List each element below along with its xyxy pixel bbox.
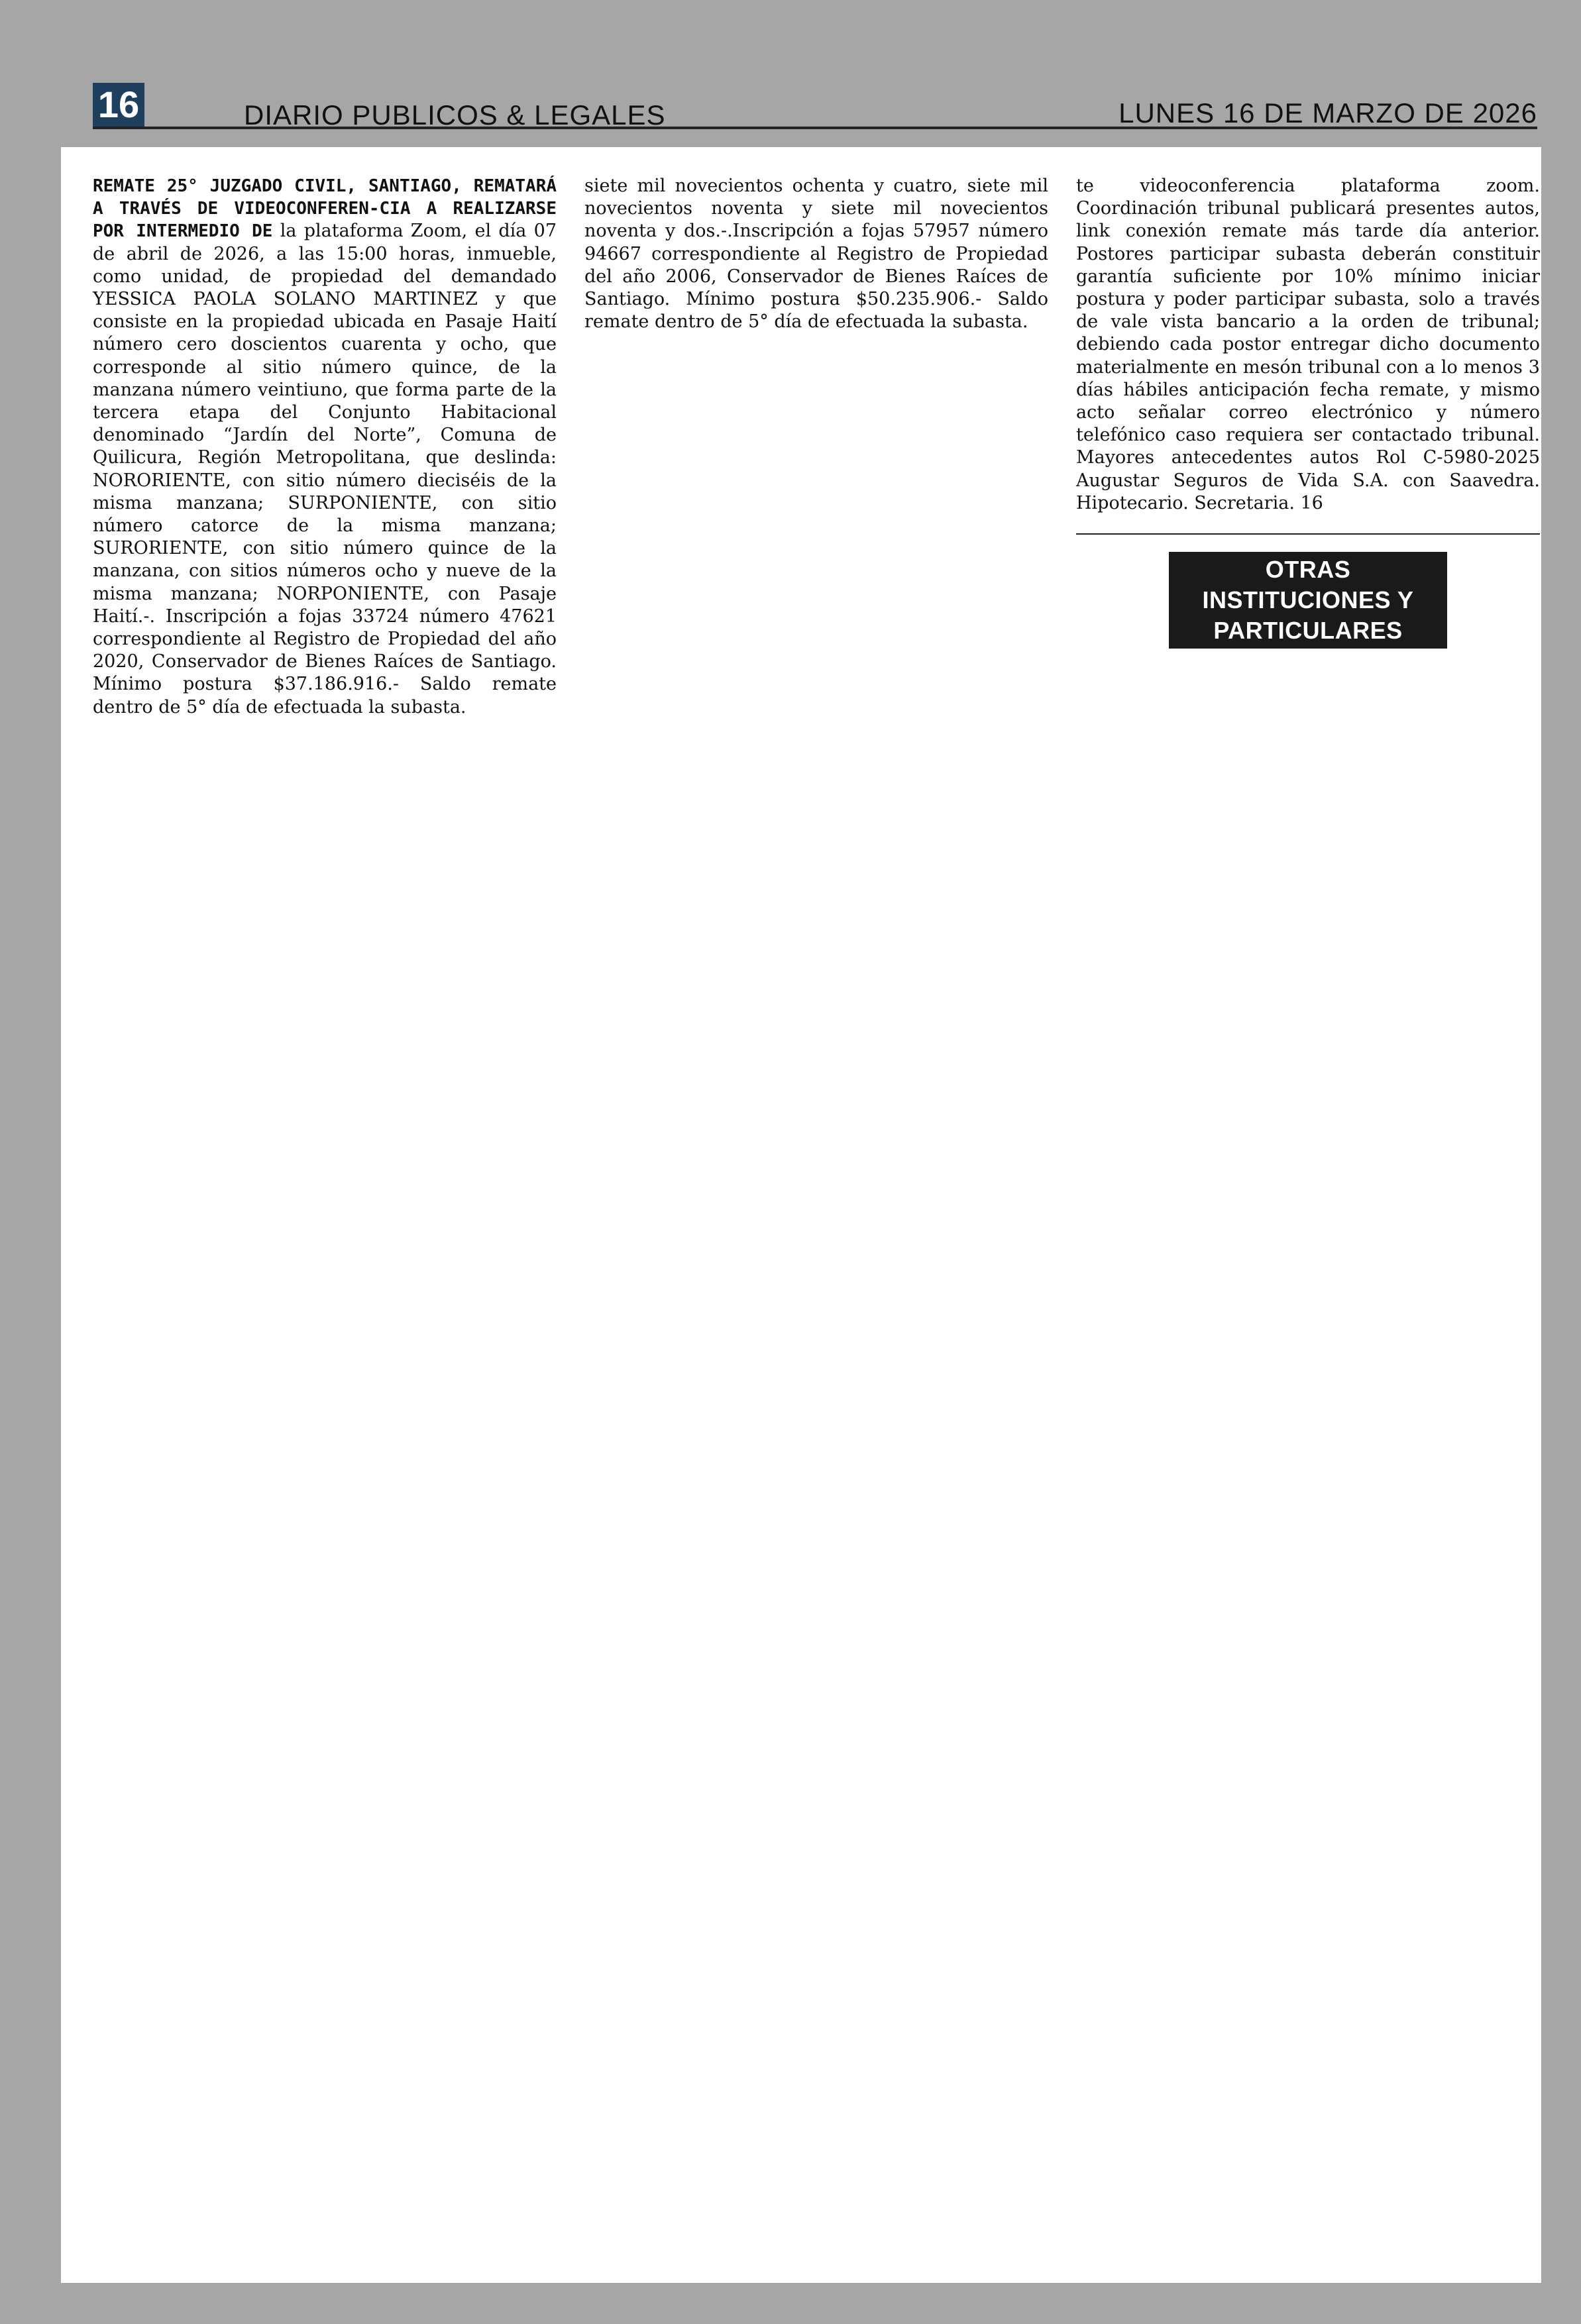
section-title: OTRAS INSTITUCIONES Y PARTICULARES: [1169, 552, 1447, 649]
notice-remate-25-solano: [93, 175, 557, 719]
page-header: [93, 83, 1537, 129]
page-sheet: [61, 147, 1541, 2283]
notice-body: siete mil novecientos ochenta y cuatro, siete mil novecientos noventa y siete mil novecientos noventa y dos.-.Inscripción a fojas 57957 número 94667 correspondiente al Registro de Propiedad del año 2006, Conservador de Bienes Raíces de Santiago. Mínimo postura $50.235.906.- Saldo remate dentro de 5° día de efectuada la subasta.: [584, 176, 1048, 333]
column-1: [93, 175, 557, 719]
notice-remate-25-cont: [584, 175, 1048, 333]
column-3: [1076, 175, 1540, 666]
issue-date: LUNES 16 DE MARZO DE 2026: [1118, 97, 1537, 129]
notice-body: la plataforma Zoom, el día 07 de abril de 2026, a las 15:00 horas, inmueble, como unidad, de propiedad del demandado YESSICA PAOLA SOLANO MARTINEZ y que consiste en la propiedad ubicada en Pasaje Haití número cero doscientos cuarenta y ocho, que corresponde al sitio número quince, de la manzana número veintiuno, que forma parte de la tercera etapa del Conjunto Habitacional denominado “Jardín del Norte”, Comuna de Quilicura, Región Metropolitana, que deslinda: NORORIENTE, con sitio número dieciséis de la misma manzana; SURPONIENTE, con sitio número catorce de la misma manzana; SURORIENTE, con sitio número quince de la manzana, con sitios números ocho y nueve de la misma manzana; NORPONIENTE, con Pasaje Haití.-. Inscripción a fojas 33724 número 47621 correspondiente al Registro de Propiedad del año 2020, Conservador de Bienes Raíces de Santiago. Mínimo postura $37.186.916.- Saldo remate dentro de 5° día de efectuada la subasta.: [93, 221, 557, 717]
page-number: 16: [93, 83, 144, 127]
divider: [1076, 533, 1540, 535]
column-2: [584, 175, 1048, 333]
notice-augustar-saavedra: [1076, 175, 1540, 515]
notice-body: te videoconferencia plataforma zoom. Coordinación tribunal publicará presentes autos, link conexión remate más tarde día anterior. Postores participar subasta deberán constituir garantía suficiente por 10% mínimo iniciar postura y poder participar subasta, solo a través de vale vista bancario a la orden de tribunal; debiendo cada postor entregar dicho documento materialmente en mesón tribunal con a lo menos 3 días hábiles anticipación fecha remate, y mismo acto señalar correo electrónico y número telefónico caso requiera ser contactado tribunal. Mayores antecedentes autos Rol C-5980-2025 Augustar Seguros de Vida S.A. con Saavedra. Hipotecario. Secretaria. 16: [1076, 176, 1540, 513]
notice-lead: REMATE 25° JUZGADO CIVIL, SANTIAGO, REMATARÁ A TRAVÉS DE VIDEOCONFEREN-CIA A REALIZARSE POR INTERMEDIO DE: [93, 176, 557, 242]
paper-name: DIARIO PUBLICOS & LEGALES: [244, 99, 666, 131]
